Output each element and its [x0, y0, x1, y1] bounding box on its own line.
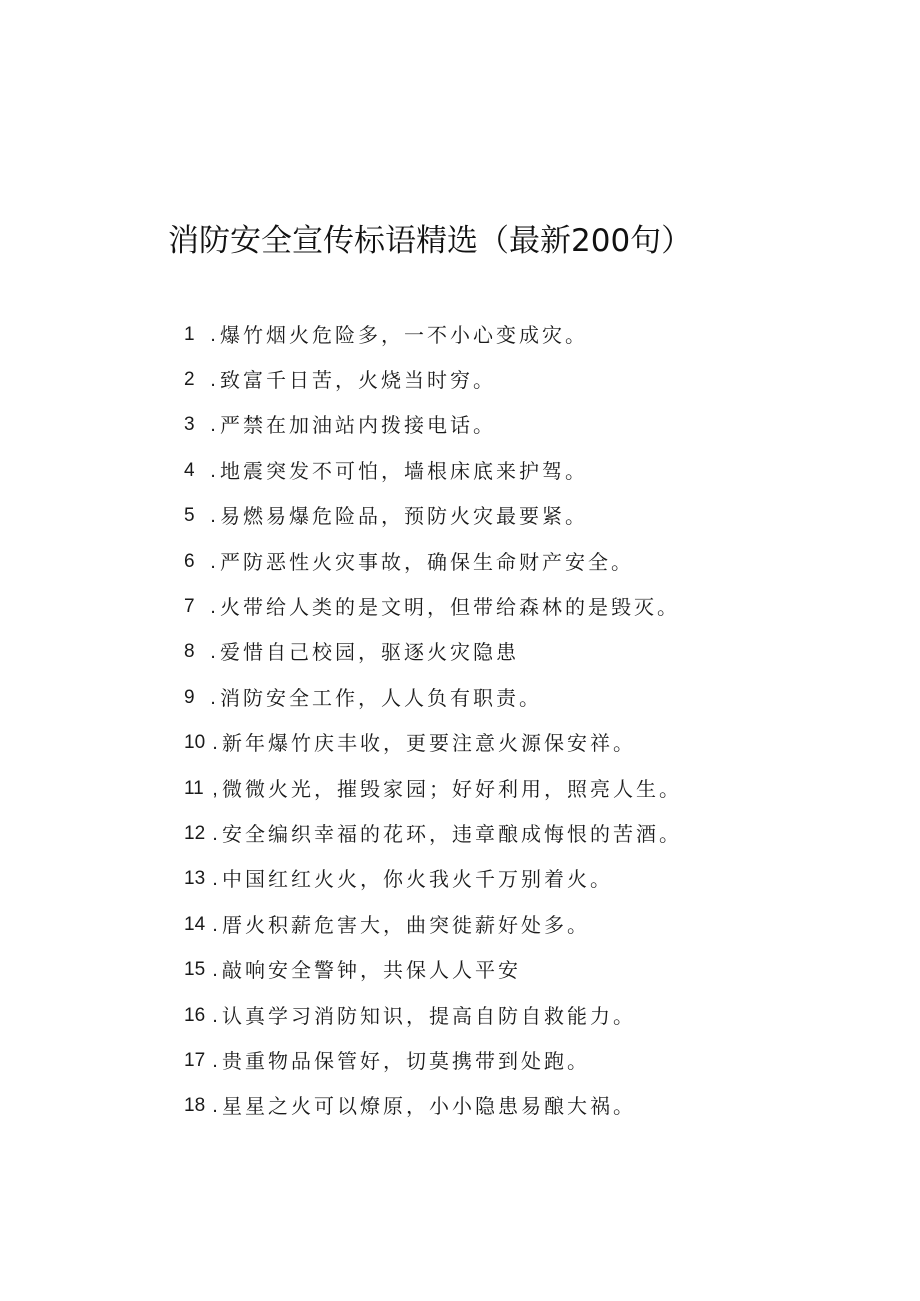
item-separator: .: [210, 686, 216, 709]
item-number: 16: [184, 1004, 206, 1026]
item-text: 火带给人类的是文明，但带给森林的是毁灭。: [220, 595, 680, 620]
item-number: 3: [184, 414, 195, 436]
list-item: [184, 811, 884, 856]
list-item: [184, 403, 884, 448]
item-text: 爆竹烟火危险多，一不小心变成灾。: [220, 322, 588, 347]
item-separator: .: [212, 868, 218, 891]
item-number: 10: [184, 732, 206, 754]
list-item: [184, 584, 884, 629]
item-text: 消防安全工作，人人负有职责。: [220, 685, 542, 710]
list-item: [184, 766, 884, 811]
item-number: 6: [184, 550, 195, 572]
item-text: 易燃易爆危险品，预防火灾最要紧。: [220, 504, 588, 529]
item-number: 4: [184, 459, 195, 481]
list-item: [184, 494, 884, 539]
item-number: 18: [184, 1095, 206, 1117]
item-separator: .: [210, 550, 216, 573]
item-number: 1: [184, 323, 195, 345]
item-number: 8: [184, 641, 195, 663]
list-item: [184, 947, 884, 992]
item-text: 爱惜自己校园，驱逐火灾隐患: [220, 640, 519, 665]
item-text: 严禁在加油站内拨接电话。: [220, 413, 496, 438]
item-number: 17: [184, 1049, 206, 1071]
item-separator: .: [210, 369, 216, 392]
list-item: [184, 448, 884, 493]
list-item: [184, 857, 884, 902]
item-separator: .: [212, 913, 218, 936]
item-text: 地震突发不可怕，墙根床底来护驾。: [220, 458, 588, 483]
item-text: 敲响安全警钟，共保人人平安: [222, 958, 521, 983]
item-text: 安全编织幸福的花环，违章酿成悔恨的苦酒。: [222, 821, 682, 846]
item-text: 中国红红火火，你火我火千万别着火。: [222, 867, 613, 892]
list-item: [184, 630, 884, 675]
slogan-list: [184, 312, 884, 1129]
item-text: 致富千日苦，火烧当时穷。: [220, 368, 496, 393]
list-item: [184, 721, 884, 766]
list-item: [184, 1038, 884, 1083]
item-number: 7: [184, 596, 195, 618]
item-text: 认真学习消防知识，提高自防自救能力。: [222, 1003, 636, 1028]
list-item: [184, 1084, 884, 1129]
item-separator: .: [212, 1004, 218, 1027]
item-separator: .: [212, 732, 218, 755]
list-item: [184, 357, 884, 402]
item-separator: .: [210, 323, 216, 346]
item-separator: .: [212, 959, 218, 982]
list-item: [184, 539, 884, 584]
list-item: [184, 993, 884, 1038]
item-text: 严防恶性火灾事故，确保生命财产安全。: [220, 549, 634, 574]
item-separator: .: [212, 1049, 218, 1072]
item-separator: .: [212, 1095, 218, 1118]
document-title: 消防安全宣传标语精选（最新200句）: [168, 222, 693, 259]
item-separator: .: [210, 414, 216, 437]
item-separator: ,: [212, 777, 218, 800]
item-text: 贵重物品保管好，切莫携带到处跑。: [222, 1048, 590, 1073]
list-item: [184, 675, 884, 720]
item-number: 12: [184, 822, 206, 844]
item-separator: .: [210, 505, 216, 528]
item-text: 厝火积薪危害大，曲突徙薪好处多。: [222, 912, 590, 937]
item-number: 14: [184, 913, 206, 935]
item-number: 9: [184, 686, 195, 708]
item-text: 新年爆竹庆丰收，更要注意火源保安祥。: [222, 731, 636, 756]
item-separator: .: [212, 822, 218, 845]
item-text: 微微火光，摧毁家园；好好利用，照亮人生。: [222, 776, 682, 801]
item-separator: .: [210, 596, 216, 619]
item-number: 15: [184, 959, 206, 981]
list-item: [184, 312, 884, 357]
item-separator: .: [210, 459, 216, 482]
item-separator: .: [210, 641, 216, 664]
item-number: 13: [184, 868, 206, 890]
list-item: [184, 902, 884, 947]
item-number: 2: [184, 369, 195, 391]
item-number: 5: [184, 505, 195, 527]
item-text: 星星之火可以燎原，小小隐患易酿大祸。: [222, 1094, 636, 1119]
item-number: 11: [184, 777, 204, 799]
